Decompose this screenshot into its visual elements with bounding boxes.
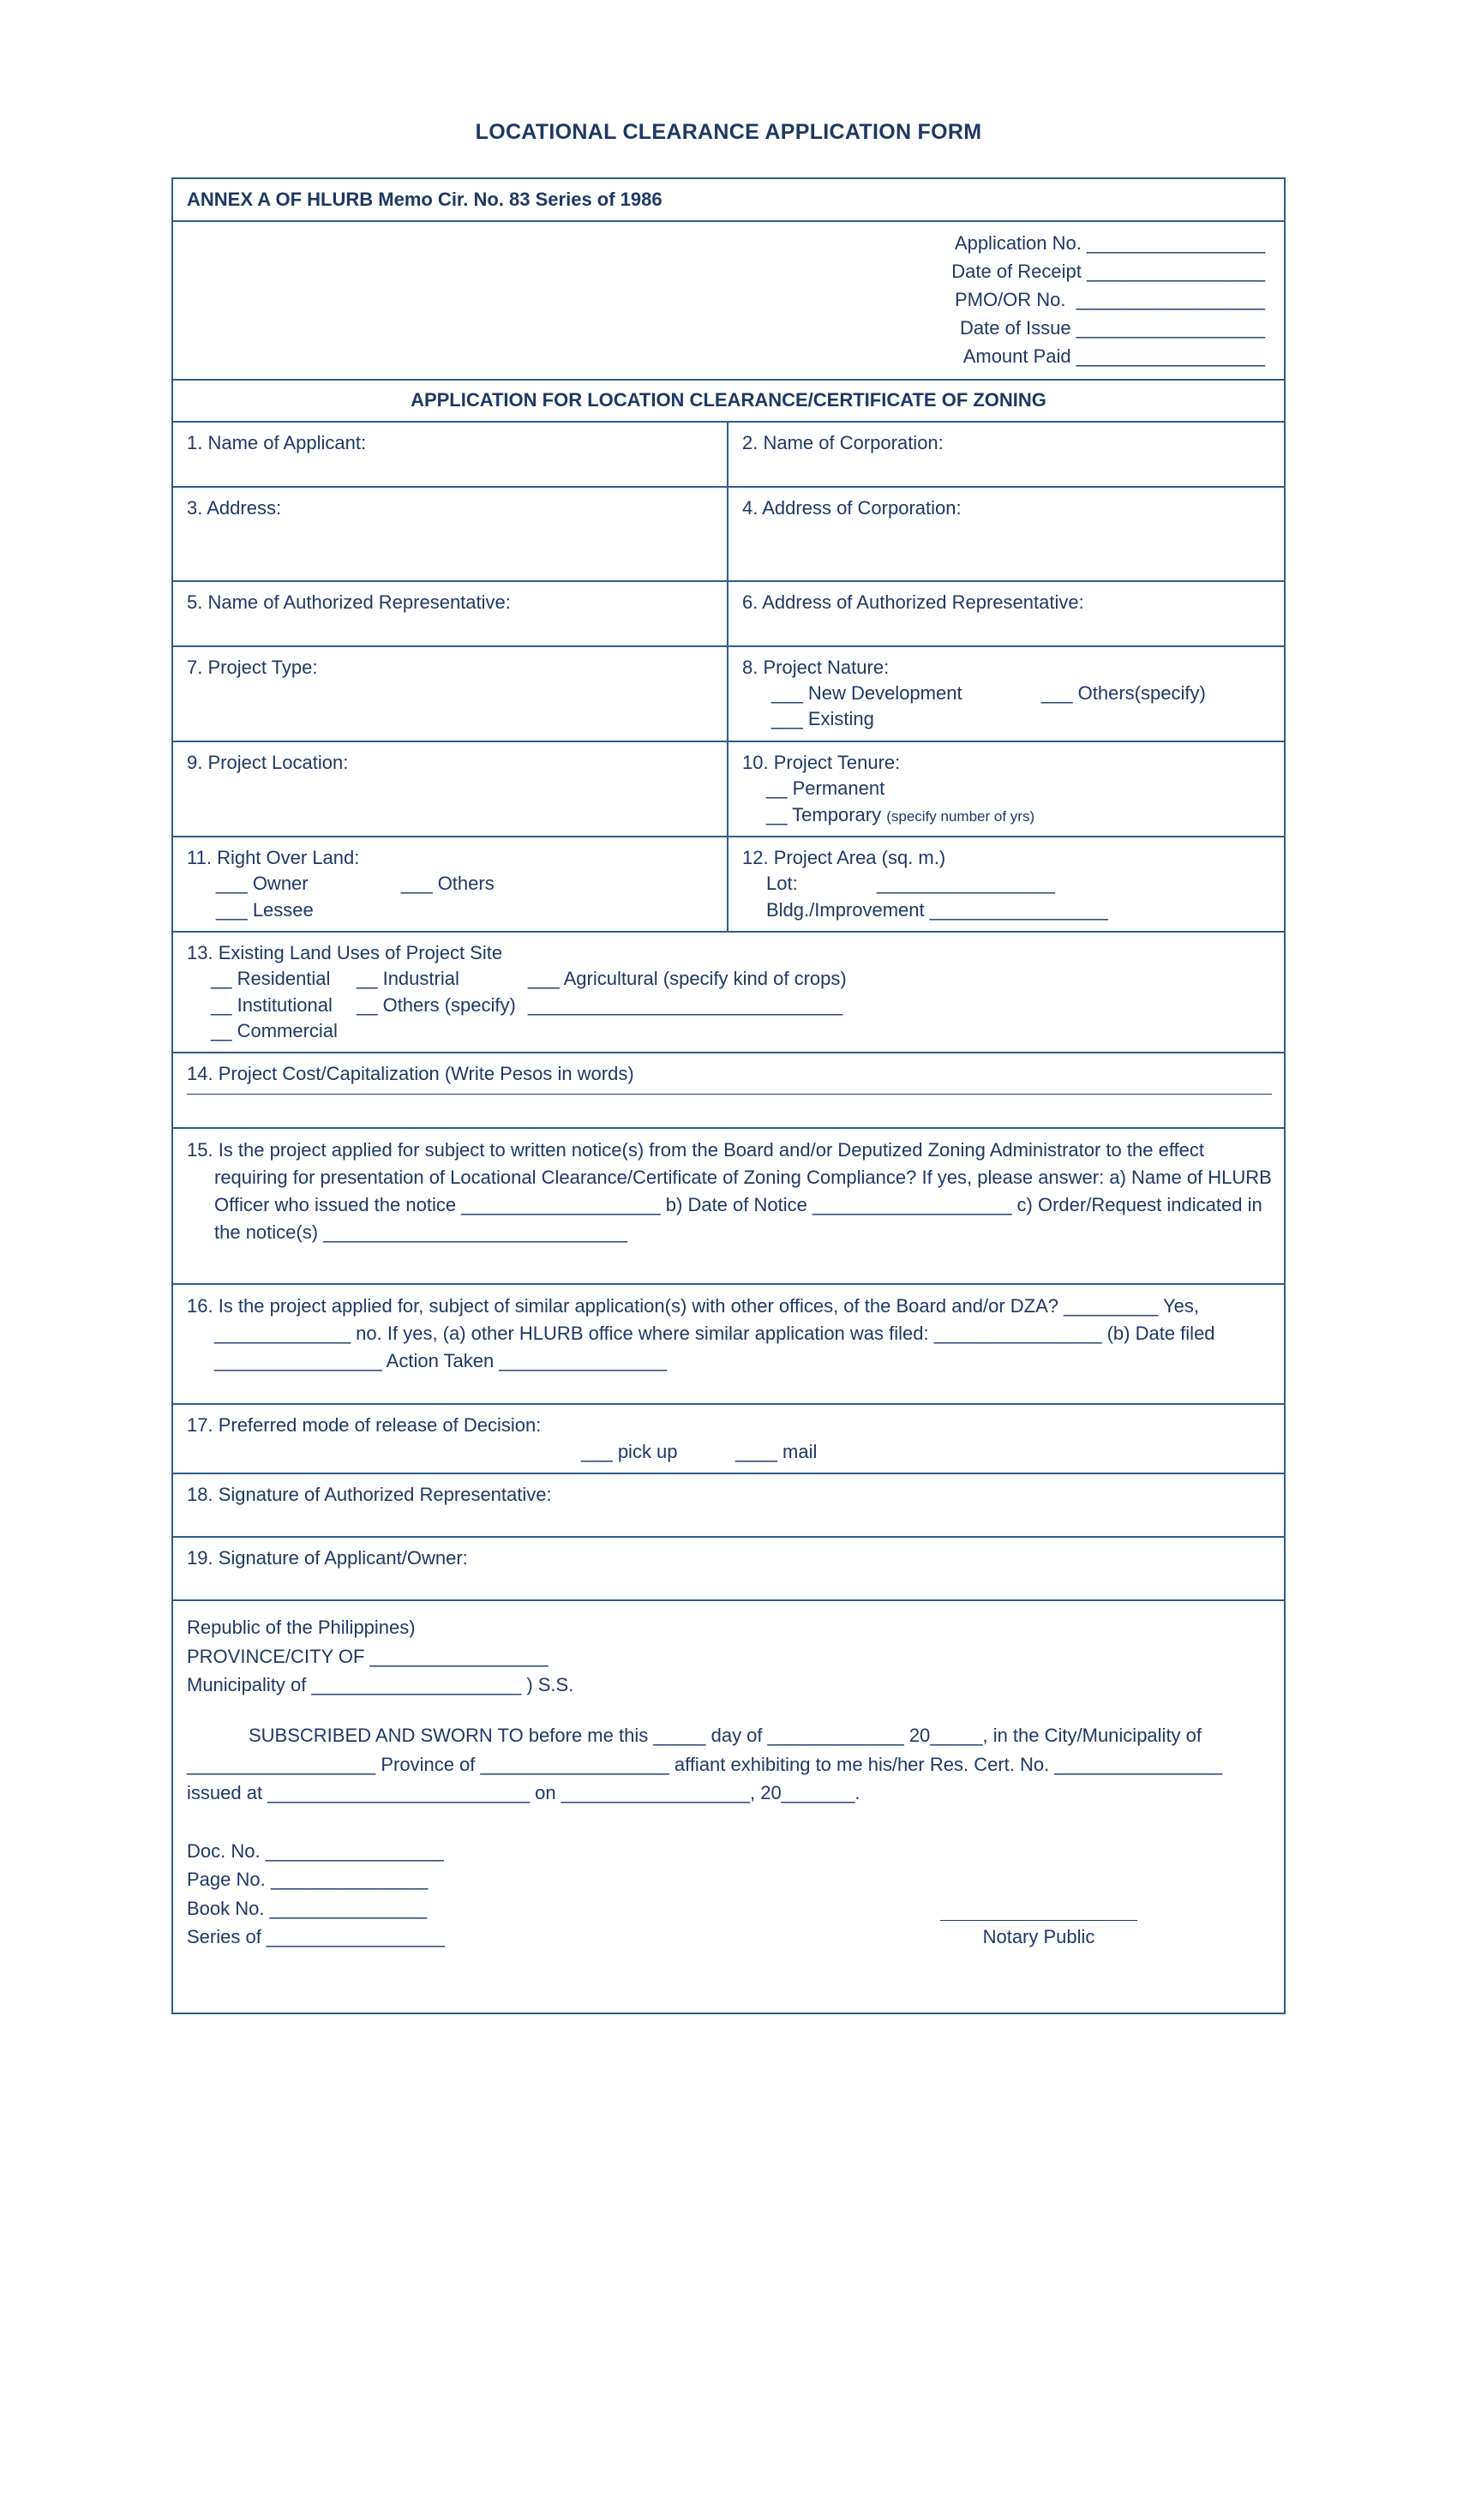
section-title: APPLICATION FOR LOCATION CLEARANCE/CERTIFICATE OF ZONING <box>411 389 1046 411</box>
row-project-location-tenure <box>173 742 1284 837</box>
field-1-name-of-applicant[interactable]: 1. Name of Applicant: <box>173 423 728 486</box>
book-no[interactable]: Book No. _______________ <box>187 1897 428 1919</box>
field-2-name-of-corporation[interactable]: 2. Name of Corporation: <box>742 431 944 453</box>
notary-numbers <box>187 1837 1270 1952</box>
notary-municipality[interactable]: Municipality of ____________________ ) S.S. <box>187 1673 574 1695</box>
option-owner[interactable]: ___ Owner <box>216 873 309 895</box>
field-5-name-authorized-representative[interactable]: 5. Name of Authorized Representative: <box>173 582 728 645</box>
option-institutional[interactable]: __ Institutional <box>211 993 333 1016</box>
field-12-label: 12. Project Area (sq. m.) <box>742 846 946 868</box>
annex-header-row <box>173 179 1284 222</box>
row-signature-representative <box>173 1474 1284 1538</box>
option-temporary[interactable]: __ Temporary <box>766 803 882 825</box>
option-others[interactable]: __ Others (specify) <box>357 993 516 1016</box>
field-13-line1 <box>187 966 1272 992</box>
receipt-block <box>173 222 1284 379</box>
option-lessee[interactable]: ___ Lessee <box>216 898 314 921</box>
field-13-label: 13. Existing Land Uses of Project Site <box>187 941 503 963</box>
option-temporary-wrap <box>742 802 1272 828</box>
field-12-lot-line <box>742 871 1272 897</box>
pmo-or-no-field[interactable]: PMO/OR No. __________________ <box>954 289 1265 311</box>
row-notary <box>173 1601 1284 2013</box>
notary-block <box>173 1601 1284 2013</box>
field-14-project-cost <box>173 1053 1284 1127</box>
option-residential[interactable]: __ Residential <box>211 968 331 990</box>
option-pick-up[interactable]: ___ pick up <box>581 1440 678 1462</box>
project-cost-input[interactable] <box>187 1093 1272 1095</box>
row-authorized-representative <box>173 582 1284 647</box>
field-16-similar-application[interactable]: 16. Is the project applied for, subject of similar application(s) with other offices, of the Board and/or DZA? _________ Yes, _____________ no. If yes, (a) other HLURB office where similar application was filed: ________________ (b) Date filed ________________ Action Taken ________________ <box>187 1295 1215 1372</box>
option-others[interactable]: ___ Others <box>400 873 495 895</box>
section-title-row <box>173 381 1284 422</box>
document-page <box>0 120 1457 2520</box>
field-4-address-of-corporation[interactable]: 4. Address of Corporation: <box>742 496 962 519</box>
field-13-line2 <box>187 993 1272 1018</box>
doc-no[interactable]: Doc. No. _________________ <box>187 1839 444 1862</box>
option-commercial[interactable]: __ Commercial <box>211 1020 338 1042</box>
row-written-notice <box>173 1129 1284 1285</box>
field-15-written-notice[interactable]: 15. Is the project applied for subject to written notice(s) from the Board and/or Deputized Zoning Administrator to the effect requiring for presentation of Locational Clearance/Certificate of Zoning Compliance? If yes, please answer: a) Name of HLURB Officer who issued the notice ___________________ b) Date of Notice ___________________ c) Order/Request indicated in the notice(s) _____________________________ <box>187 1139 1272 1244</box>
row-existing-land-uses <box>173 933 1284 1053</box>
field-10-project-tenure <box>728 742 1284 836</box>
date-of-receipt-field[interactable]: Date of Receipt _________________ <box>951 261 1265 283</box>
date-of-issue-field[interactable]: Date of Issue __________________ <box>960 317 1265 339</box>
page-title: LOCATIONAL CLEARANCE APPLICATION FORM <box>475 120 982 144</box>
field-18-signature-authorized-representative[interactable]: 18. Signature of Authorized Representative: <box>187 1484 552 1506</box>
notary-sworn-paragraph[interactable]: SUBSCRIBED AND SWORN TO before me this _____ day of _____________ 20_____, in the City/Municipality of __________________ Province of __________________ affiant exhibiting to me his/her Res. Cert. No. ________________ issued at _________________________ on __________________, 20_______. <box>187 1725 1223 1804</box>
row-similar-application <box>173 1285 1284 1405</box>
notary-republic: Republic of the Philippines) <box>187 1617 416 1639</box>
option-others-specify[interactable]: ___ Others(specify) <box>1040 682 1206 705</box>
row-right-over-land-area <box>173 837 1284 933</box>
series-of[interactable]: Series of _________________ <box>187 1926 445 1948</box>
field-3-address[interactable]: 3. Address: <box>173 488 728 580</box>
field-9-project-location[interactable]: 9. Project Location: <box>173 742 728 836</box>
option-industrial[interactable]: __ Industrial <box>357 968 459 990</box>
row-project-cost <box>173 1053 1284 1129</box>
field-11-right-over-land <box>173 837 728 931</box>
field-8-label: 8. Project Nature: <box>742 656 890 678</box>
option-new-development[interactable]: ___ New Development <box>771 682 962 705</box>
lot-input[interactable]: _________________ <box>876 873 1055 895</box>
annex-header: ANNEX A OF HLURB Memo Cir. No. 83 Series of 1986 <box>187 189 663 210</box>
notary-signature-block <box>910 1919 1167 1951</box>
row-address <box>173 488 1284 582</box>
field-17-label: 17. Preferred mode of release of Decision: <box>187 1414 542 1437</box>
field-13-existing-land-uses <box>173 933 1284 1052</box>
field-14-label: 14. Project Cost/Capitalization (Write Pesos in words) <box>187 1063 634 1085</box>
option-mail[interactable]: ____ mail <box>735 1440 818 1462</box>
field-11-options-line1 <box>187 871 715 897</box>
lot-label: Lot: <box>766 873 798 895</box>
notary-signature-line <box>940 1919 1137 1921</box>
receipt-row <box>173 222 1284 381</box>
row-project-type-nature <box>173 647 1284 742</box>
field-6-address-authorized-representative[interactable]: 6. Address of Authorized Representative: <box>742 591 1084 613</box>
field-12-project-area <box>728 837 1284 931</box>
field-10-label: 10. Project Tenure: <box>742 751 901 773</box>
temporary-note: (specify number of yrs) <box>886 807 1035 825</box>
others-specify-input[interactable]: ______________________________ <box>528 993 843 1016</box>
notary-public-label: Notary Public <box>982 1926 1095 1948</box>
amount-paid-field[interactable]: Amount Paid __________________ <box>962 345 1265 368</box>
application-form <box>171 177 1286 2014</box>
row-signature-applicant <box>173 1538 1284 1601</box>
field-7-project-type[interactable]: 7. Project Type: <box>173 647 728 741</box>
field-17-options <box>187 1439 1272 1465</box>
option-existing[interactable]: ___ Existing <box>771 708 874 730</box>
notary-province-city[interactable]: PROVINCE/CITY OF _________________ <box>187 1645 549 1667</box>
option-permanent[interactable]: __ Permanent <box>766 777 885 800</box>
bldg-improvement-input[interactable]: Bldg./Improvement _________________ <box>766 898 1108 921</box>
field-19-signature-applicant-owner[interactable]: 19. Signature of Applicant/Owner: <box>187 1547 468 1569</box>
page-no[interactable]: Page No. _______________ <box>187 1869 429 1891</box>
field-17-mode-of-release <box>173 1405 1284 1473</box>
field-8-options-line1 <box>742 681 1272 706</box>
application-no-field[interactable]: Application No. _________________ <box>954 232 1265 255</box>
field-11-label: 11. Right Over Land: <box>187 846 360 868</box>
row-name-applicant <box>173 423 1284 488</box>
option-agricultural[interactable]: ___ Agricultural (specify kind of crops) <box>528 968 847 990</box>
field-8-project-nature <box>728 647 1284 741</box>
row-mode-of-release <box>173 1405 1284 1474</box>
